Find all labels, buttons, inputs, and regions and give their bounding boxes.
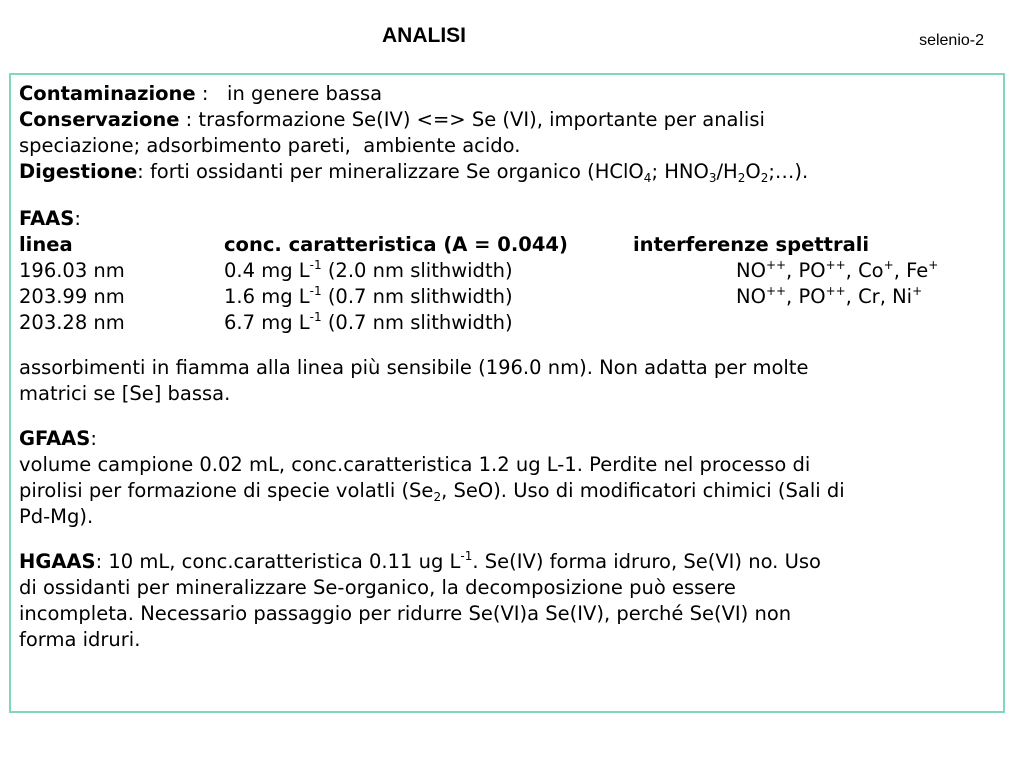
faas-note-2 (19, 381, 1003, 407)
hgaas-label: HGAAS (19, 550, 96, 573)
slide-id: selenio-2 (919, 32, 984, 49)
faas-note-1 (19, 355, 1003, 381)
interf-charge: ++ (825, 258, 846, 272)
row-interferenze (736, 284, 922, 310)
gfaas-colon: : (90, 427, 97, 450)
row-conc-sup: -1 (309, 310, 322, 324)
header-linea: linea (19, 233, 73, 256)
digestione-sub: 2 (760, 171, 769, 185)
faas-note-text: assorbimenti in fiamma alla linea più sensibile (196.0 nm). Non adatta per molte (19, 356, 809, 379)
gfaas-text: Pd-Mg). (19, 505, 94, 528)
hgaas-line-2 (19, 575, 1003, 601)
hgaas-line-4 (19, 627, 1003, 653)
interf-charge: ++ (825, 284, 846, 298)
hgaas-text: incompleta. Necessario passaggio per ridurre Se(VI)a Se(IV), perché Se(VI) non (19, 602, 792, 625)
hgaas-sup: -1 (460, 549, 473, 563)
row-interferenze (736, 258, 938, 284)
interf-charge: + (928, 258, 939, 272)
header-interferenze: interferenze spettrali (633, 233, 870, 256)
contaminazione-sep: : (195, 82, 228, 105)
contaminazione-text: in genere bassa (227, 82, 383, 105)
interf-species: , PO (786, 285, 826, 308)
digestione-sub: 4 (643, 171, 652, 185)
header-conc: conc. caratteristica (A = 0.044) (224, 233, 568, 256)
faas-note-text: matrici se [Se] bassa. (19, 382, 231, 405)
gfaas-sub: 2 (433, 490, 442, 504)
gfaas-line-2 (19, 478, 1003, 504)
interf-species: NO (736, 285, 766, 308)
interf-charge: ++ (765, 284, 787, 298)
row-conc-width: (2.0 nm slithwidth) (321, 259, 513, 282)
interf-species: , PO (786, 259, 826, 282)
faas-row (19, 284, 1003, 310)
interf-species: , Fe (893, 259, 929, 282)
row-conc (224, 258, 513, 284)
faas-label: FAAS (19, 207, 75, 230)
faas-rows (19, 258, 1003, 336)
row-conc (224, 310, 513, 336)
digestione-text: O (745, 160, 761, 183)
conservazione-text-2: speciazione; adsorbimento pareti, ambiente acido. (19, 134, 521, 157)
hgaas-text: di ossidanti per mineralizzare Se-organico, la decomposizione può essere (19, 576, 736, 599)
digestione-text: : forti ossidanti per mineralizzare Se organico (HClO (137, 160, 644, 183)
digestione-sub: 2 (737, 171, 746, 185)
digestione-text: ; HNO (651, 160, 709, 183)
digestione-sub: 3 (708, 171, 717, 185)
hgaas-line-3 (19, 601, 1003, 627)
row-linea: 203.99 nm (19, 285, 125, 308)
row-linea: 196.03 nm (19, 259, 125, 282)
faas-row (19, 310, 1003, 336)
hgaas-line-1 (19, 549, 1003, 575)
row-conc-sup: -1 (309, 284, 322, 298)
interf-charge: + (883, 258, 894, 272)
row-conc-value: 1.6 mg L (224, 285, 310, 308)
row-linea: 203.28 nm (19, 311, 125, 334)
gfaas-label: GFAAS (19, 427, 91, 450)
hgaas-text: : 10 mL, conc.caratteristica 0.11 ug L (95, 550, 461, 573)
hgaas-text: . Se(IV) forma idruro, Se(VI) no. Uso (472, 550, 821, 573)
row-conc-width: (0.7 nm slithwidth) (321, 285, 513, 308)
gfaas-text: volume campione 0.02 mL, conc.caratteristica 1.2 ug L-1. Perdite nel processo di (19, 453, 811, 476)
conservazione-line (19, 107, 1003, 133)
gfaas-line-3 (19, 504, 1003, 530)
row-conc-sup: -1 (309, 258, 322, 272)
contaminazione-label: Contaminazione (19, 82, 196, 105)
gfaas-text: , SeO). Uso di modificatori chimici (Sali di (441, 479, 845, 502)
contaminazione-line (19, 81, 1003, 107)
digestione-text: ;…). (768, 160, 809, 183)
row-conc-width: (0.7 nm slithwidth) (321, 311, 513, 334)
row-conc-value: 0.4 mg L (224, 259, 310, 282)
digestione-line (19, 159, 1003, 185)
slide-title: ANALISI (382, 24, 466, 47)
gfaas-heading (19, 426, 1003, 452)
conservazione-line-2 (19, 133, 1003, 159)
interf-species: , Cr, Ni (845, 285, 913, 308)
interf-species: , Co (845, 259, 884, 282)
row-conc-value: 6.7 mg L (224, 311, 310, 334)
interf-species: NO (736, 259, 766, 282)
gfaas-text: pirolisi per formazione di specie volatli (Se (19, 479, 434, 502)
digestione-text: /H (716, 160, 738, 183)
row-conc (224, 284, 513, 310)
interf-charge: ++ (765, 258, 787, 272)
hgaas-text: forma idruri. (19, 628, 141, 651)
faas-colon: : (74, 207, 81, 230)
faas-table-header (19, 232, 1003, 258)
faas-row (19, 258, 1003, 284)
faas-heading (19, 206, 1003, 232)
slide-content (19, 81, 1003, 653)
interf-charge: + (912, 284, 923, 298)
conservazione-text-1: : trasformazione Se(IV) <=> Se (VI), importante per analisi (179, 108, 765, 131)
digestione-label: Digestione (19, 160, 138, 183)
conservazione-label: Conservazione (19, 108, 180, 131)
gfaas-line-1 (19, 452, 1003, 478)
